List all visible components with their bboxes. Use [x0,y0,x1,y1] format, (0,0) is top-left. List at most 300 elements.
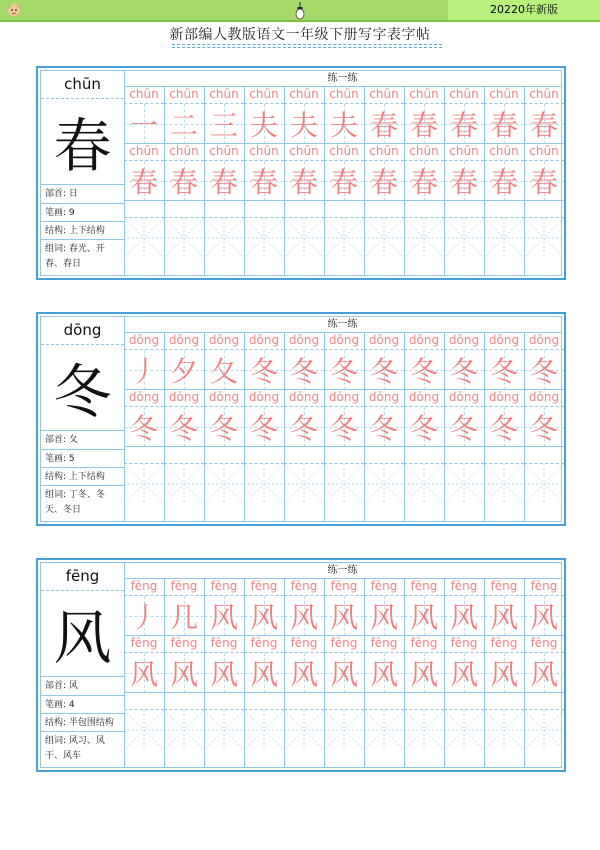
blank-char-box [244,464,284,504]
tian-grid-icon [164,464,204,504]
blank-char-box [404,710,444,750]
cell-pinyin: chūn [324,86,364,104]
grid-vline [484,332,485,522]
tian-grid-icon [484,710,524,750]
model-char: 冬 [53,358,112,426]
tian-grid-icon [324,464,364,504]
trace-char: 冬 [329,412,358,445]
cell-pinyin: chūn [284,143,324,161]
grid-vline [244,578,245,768]
blank-cell[interactable] [244,692,284,750]
tian-grid-icon [444,710,484,750]
cell-char [244,596,284,636]
blank-pinyin-line [484,692,524,710]
cell-pinyin: fēng [444,578,484,596]
trace-char: 春 [329,166,358,199]
trace-char: 冬 [369,412,398,445]
trace-cell[interactable] [124,578,164,636]
cell-pinyin: dōng [484,389,524,407]
cell-char [204,161,244,201]
cell-pinyin: chūn [404,86,444,104]
trace-char: 冬 [129,412,158,445]
cell-pinyin: chūn [124,143,164,161]
tian-grid-icon [324,218,364,258]
blank-cell[interactable] [204,692,244,750]
trace-cell[interactable] [404,332,444,390]
divider [41,485,124,486]
trace-cell[interactable] [484,578,524,636]
trace-char: 冬 [449,355,478,388]
cell-char [204,407,244,447]
grid-vline [484,86,485,276]
cell-char [484,161,524,201]
cell-pinyin: dōng [324,389,364,407]
blank-char-box [364,710,404,750]
blank-char-box [164,464,204,504]
trace-cell[interactable] [324,86,364,144]
blank-cell[interactable] [164,446,204,504]
practice-grid [124,86,564,276]
blank-cell[interactable] [204,200,244,258]
grid-vline [444,578,445,768]
trace-cell[interactable] [164,578,204,636]
trace-char: 二 [169,109,198,142]
practice-card [36,312,566,526]
trace-cell[interactable] [364,143,404,201]
blank-cell[interactable] [324,446,364,504]
trace-char: 风 [529,658,558,691]
trace-char: 冬 [489,412,518,445]
structure-info: 结构: 半包围结构 [45,718,114,728]
radical-info: 部首: 夂 [45,435,78,445]
trace-char: 冬 [489,355,518,388]
trace-cell[interactable] [284,635,324,693]
cell-pinyin: chūn [444,143,484,161]
trace-char: 风 [129,658,158,691]
trace-cell[interactable] [444,635,484,693]
blank-cell[interactable] [204,446,244,504]
blank-pinyin-line [204,692,244,710]
blank-char-box [204,464,244,504]
trace-cell[interactable] [444,332,484,390]
trace-cell[interactable] [284,578,324,636]
trace-char: 夕 [169,355,198,388]
divider [41,695,124,696]
trace-cell[interactable] [204,389,244,447]
blank-cell[interactable] [524,446,564,504]
tian-grid-icon [124,218,164,258]
blank-pinyin-line [444,200,484,218]
trace-char: 风 [369,601,398,634]
trace-cell[interactable] [244,332,284,390]
words-line-1: 组词: 丁冬、冬 [45,490,105,500]
trace-cell[interactable] [164,86,204,144]
cell-pinyin: dōng [524,332,564,350]
blank-cell[interactable] [404,446,444,504]
cell-pinyin: fēng [364,635,404,653]
blank-cell[interactable] [284,446,324,504]
cell-pinyin: fēng [524,578,564,596]
cell-char [324,653,364,693]
blank-char-box [484,710,524,750]
blank-cell[interactable] [244,200,284,258]
trace-cell[interactable] [204,635,244,693]
trace-char: 冬 [249,355,278,388]
blank-cell[interactable] [164,692,204,750]
cell-pinyin: fēng [124,578,164,596]
cell-pinyin: dōng [404,389,444,407]
trace-cell[interactable] [284,389,324,447]
blank-pinyin-line [244,200,284,218]
cell-char [404,350,444,390]
trace-cell[interactable] [524,332,564,390]
words-line-2: 干、风车 [45,751,82,761]
trace-char: 风 [449,601,478,634]
page-title: 新部编人教版语文一年级下册写字表字帖 [169,27,431,43]
avatar-logo-icon [6,1,22,17]
blank-cell[interactable] [324,200,364,258]
trace-cell[interactable] [244,86,284,144]
trace-cell[interactable] [444,86,484,144]
blank-pinyin-line [204,446,244,464]
trace-cell[interactable] [204,86,244,144]
trace-cell[interactable] [484,635,524,693]
cell-pinyin: chūn [124,86,164,104]
blank-cell[interactable] [364,446,404,504]
blank-pinyin-line [444,446,484,464]
cell-pinyin: chūn [204,86,244,104]
blank-pinyin-line [524,200,564,218]
trace-cell[interactable] [444,389,484,447]
blank-char-box [364,464,404,504]
trace-cell[interactable] [444,578,484,636]
cell-char [164,596,204,636]
trace-char: 风 [329,658,358,691]
cell-pinyin: fēng [484,635,524,653]
tian-grid-icon [284,218,324,258]
tian-grid-icon [164,710,204,750]
tian-grid-icon [484,218,524,258]
top-bar [0,0,600,22]
cell-pinyin: fēng [244,578,284,596]
blank-cell[interactable] [164,200,204,258]
cell-pinyin: dōng [324,332,364,350]
trace-char: 风 [529,601,558,634]
cell-pinyin: dōng [244,389,284,407]
structure-info: 结构: 上下结构 [45,472,105,482]
cell-char [324,407,364,447]
trace-char: 春 [409,109,438,142]
grid-vline [404,86,405,276]
trace-cell[interactable] [484,332,524,390]
cell-pinyin: dōng [364,332,404,350]
trace-cell[interactable] [324,578,364,636]
cell-pinyin: dōng [244,332,284,350]
trace-char: 冬 [329,355,358,388]
trace-cell[interactable] [244,389,284,447]
blank-cell[interactable] [124,200,164,258]
card-inner [40,70,562,276]
char-info-panel [41,317,125,521]
char-pinyin: dōng [41,317,124,345]
cell-char [484,104,524,144]
cell-pinyin: dōng [204,389,244,407]
blank-pinyin-line [244,692,284,710]
blank-char-box [484,218,524,258]
blank-pinyin-line [284,692,324,710]
blank-pinyin-line [364,692,404,710]
cell-char [284,104,324,144]
trace-cell[interactable] [484,86,524,144]
trace-cell[interactable] [124,332,164,390]
tian-grid-icon [364,710,404,750]
model-char: 春 [53,112,112,180]
blank-cell[interactable] [364,200,404,258]
cell-char [244,104,284,144]
words-line-2: 天、冬日 [45,505,82,515]
tian-grid-icon [364,464,404,504]
cell-char [164,407,204,447]
grid-vline [364,578,365,768]
cell-pinyin: chūn [404,143,444,161]
cell-pinyin: chūn [204,143,244,161]
tian-grid-icon [164,218,204,258]
trace-cell[interactable] [484,143,524,201]
blank-char-box [324,218,364,258]
grid-vline [284,578,285,768]
trace-char: 夫 [329,109,358,142]
blank-cell[interactable] [484,692,524,750]
blank-pinyin-line [524,692,564,710]
blank-cell[interactable] [364,692,404,750]
blank-cell[interactable] [404,200,444,258]
trace-cell[interactable] [524,389,564,447]
blank-cell[interactable] [124,692,164,750]
tian-grid-icon [404,710,444,750]
blank-cell[interactable] [444,200,484,258]
blank-cell[interactable] [404,692,444,750]
blank-pinyin-line [164,200,204,218]
trace-cell[interactable] [284,332,324,390]
cell-char [524,104,564,144]
blank-cell[interactable] [484,200,524,258]
cell-char [484,653,524,693]
trace-char: 春 [249,166,278,199]
cell-pinyin: dōng [484,332,524,350]
cell-pinyin: fēng [284,578,324,596]
trace-cell[interactable] [124,86,164,144]
blank-char-box [324,464,364,504]
trace-cell[interactable] [324,635,364,693]
cell-pinyin: fēng [244,635,284,653]
trace-char: 风 [209,601,238,634]
trace-char: 风 [449,658,478,691]
trace-cell[interactable] [364,389,404,447]
tian-grid-icon [524,218,564,258]
blank-cell[interactable] [524,200,564,258]
trace-char: 冬 [409,412,438,445]
blank-cell[interactable] [524,692,564,750]
cell-char [164,104,204,144]
trace-cell[interactable] [404,389,444,447]
blank-char-box [124,710,164,750]
blank-char-box [244,218,284,258]
blank-cell[interactable] [284,200,324,258]
trace-char: 夫 [249,109,278,142]
trace-cell[interactable] [364,578,404,636]
trace-char: 几 [169,601,198,634]
blank-pinyin-line [244,446,284,464]
blank-cell[interactable] [444,692,484,750]
blank-cell[interactable] [324,692,364,750]
trace-cell[interactable] [364,332,404,390]
cell-pinyin: fēng [164,635,204,653]
divider [41,467,124,468]
cell-char [364,653,404,693]
trace-cell[interactable] [524,578,564,636]
trace-cell[interactable] [284,86,324,144]
cell-pinyin: dōng [284,389,324,407]
trace-cell[interactable] [204,578,244,636]
trace-cell[interactable] [324,389,364,447]
cell-char [244,407,284,447]
trace-cell[interactable] [324,143,364,201]
trace-cell[interactable] [124,143,164,201]
blank-char-box [484,464,524,504]
trace-cell[interactable] [364,86,404,144]
practice-grid [124,578,564,768]
trace-cell[interactable] [204,332,244,390]
grid-vline [244,332,245,522]
trace-char: 风 [289,658,318,691]
edition-tag: 20220年新版 [448,0,600,20]
trace-cell[interactable] [404,86,444,144]
blank-char-box [324,710,364,750]
trace-char: 冬 [249,412,278,445]
trace-char: 冬 [529,412,558,445]
cell-pinyin: chūn [484,143,524,161]
trace-char: 春 [489,166,518,199]
cell-char [364,104,404,144]
cell-char [124,407,164,447]
trace-cell[interactable] [164,389,204,447]
trace-cell[interactable] [164,332,204,390]
trace-char: 三 [209,109,238,142]
blank-char-box [524,218,564,258]
grid-vline [204,86,205,276]
cell-pinyin: chūn [444,86,484,104]
trace-char: 春 [489,109,518,142]
stroke-count: 笔画: 9 [45,208,75,218]
cell-pinyin: dōng [444,389,484,407]
grid-vline [444,86,445,276]
blank-cell[interactable] [124,446,164,504]
trace-cell[interactable] [444,143,484,201]
trace-cell[interactable] [124,389,164,447]
grid-vline [284,86,285,276]
char-info-panel [41,563,125,767]
trace-char: 风 [409,601,438,634]
cell-char [204,104,244,144]
cell-pinyin: fēng [324,635,364,653]
cell-pinyin: dōng [404,332,444,350]
trace-char: 冬 [289,355,318,388]
trace-cell[interactable] [524,143,564,201]
grid-vline [364,86,365,276]
trace-cell[interactable] [284,143,324,201]
trace-char: 风 [369,658,398,691]
trace-cell[interactable] [244,143,284,201]
model-char: 风 [53,604,112,672]
cell-pinyin: chūn [164,86,204,104]
blank-char-box [124,464,164,504]
blank-pinyin-line [404,446,444,464]
grid-vline [524,578,525,768]
blank-char-box [444,218,484,258]
tian-grid-icon [524,710,564,750]
trace-char: 春 [209,166,238,199]
blank-pinyin-line [284,446,324,464]
words-line-1: 组词: 风习、风 [45,736,105,746]
trace-cell[interactable] [524,635,564,693]
cell-char [524,596,564,636]
cell-pinyin: dōng [204,332,244,350]
trace-cell[interactable] [164,143,204,201]
tian-grid-icon [364,218,404,258]
trace-cell[interactable] [364,635,404,693]
cell-char [404,407,444,447]
trace-cell[interactable] [164,635,204,693]
trace-cell[interactable] [124,635,164,693]
blank-cell[interactable] [244,446,284,504]
stroke-count: 笔画: 5 [45,454,75,464]
trace-char: 风 [289,601,318,634]
cell-pinyin: dōng [524,389,564,407]
trace-cell[interactable] [524,86,564,144]
words-line-1: 组词: 春光、开 [45,244,105,254]
blank-cell[interactable] [284,692,324,750]
trace-cell[interactable] [404,635,444,693]
cell-char [284,161,324,201]
divider [41,449,124,450]
blank-cell[interactable] [444,446,484,504]
cell-pinyin: fēng [164,578,204,596]
cell-char [364,350,404,390]
char-info-panel [41,71,125,275]
cell-pinyin: fēng [204,635,244,653]
cell-pinyin: fēng [124,635,164,653]
grid-vline [444,332,445,522]
trace-cell[interactable] [484,389,524,447]
divider [41,731,124,732]
trace-char: 春 [529,109,558,142]
card-inner [40,562,562,768]
blank-cell[interactable] [484,446,524,504]
cell-char [524,161,564,201]
blank-pinyin-line [324,446,364,464]
char-pinyin: fēng [41,563,124,591]
cell-pinyin: dōng [124,389,164,407]
trace-cell[interactable] [204,143,244,201]
trace-cell[interactable] [404,143,444,201]
title-underline [172,47,442,48]
blank-pinyin-line [324,200,364,218]
trace-cell[interactable] [324,332,364,390]
trace-cell[interactable] [244,635,284,693]
tian-grid-icon [204,464,244,504]
trace-cell[interactable] [404,578,444,636]
trace-cell[interactable] [244,578,284,636]
